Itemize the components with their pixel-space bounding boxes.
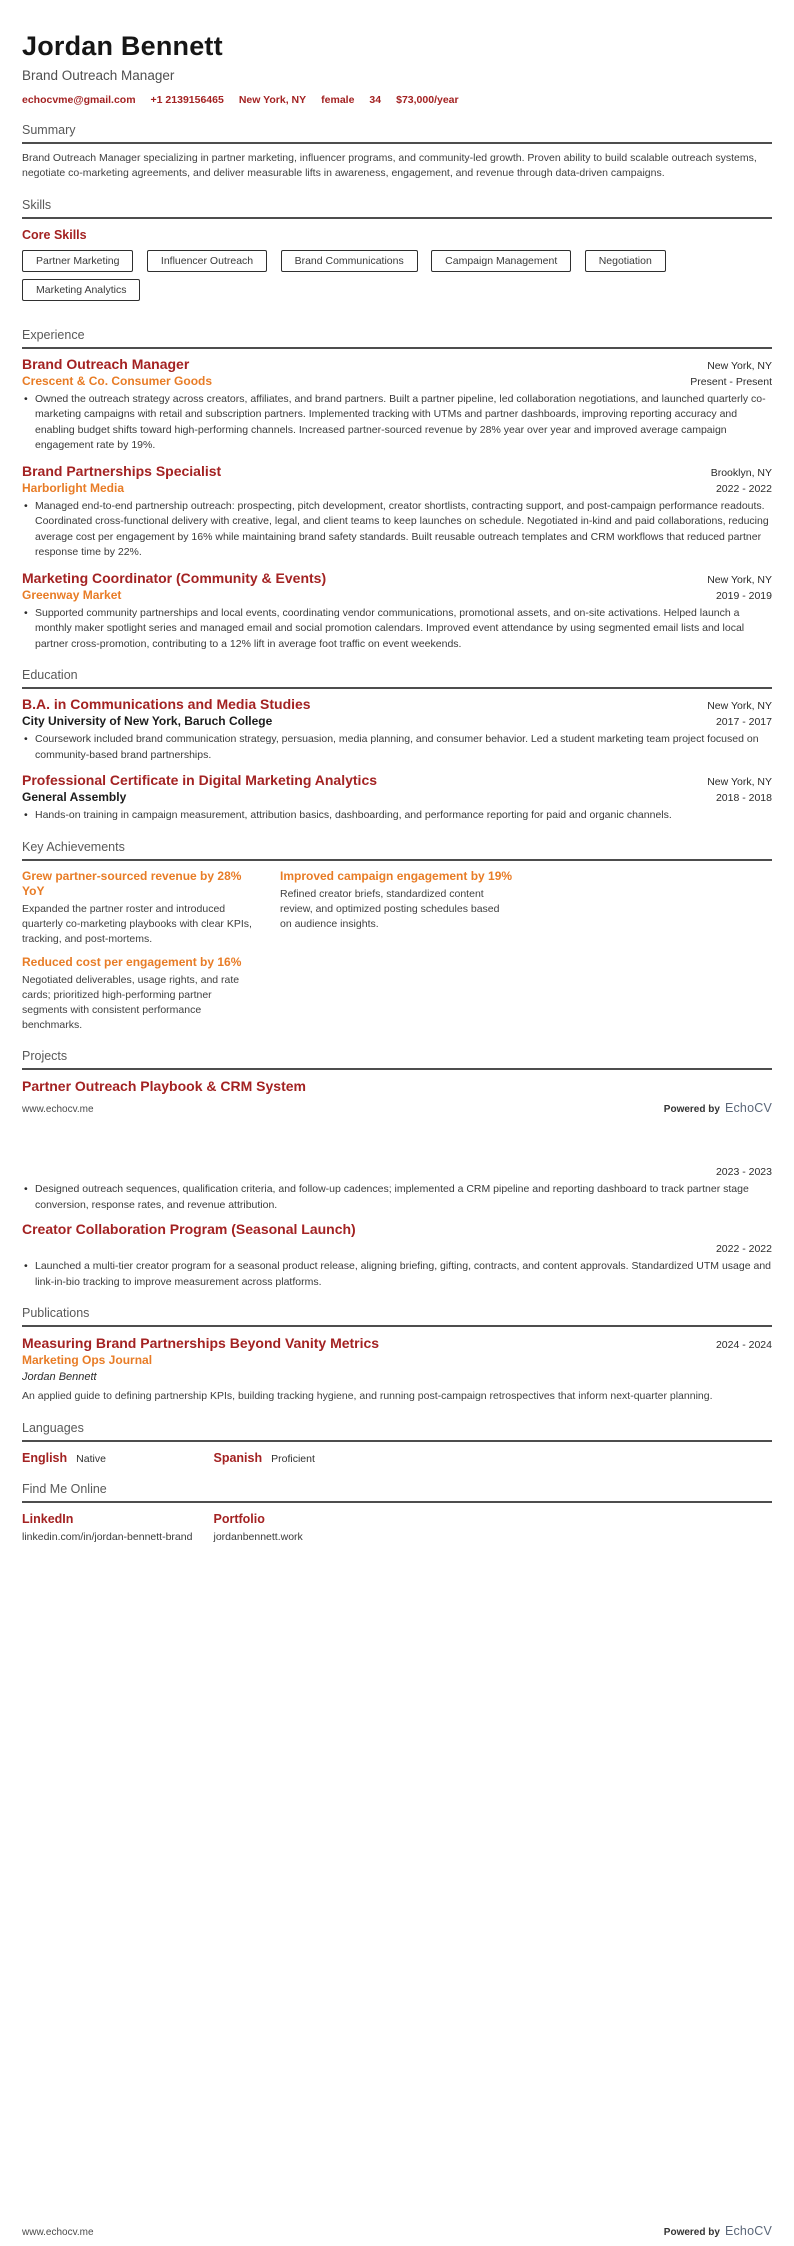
entry-dates: 2017 - 2017 <box>715 716 772 729</box>
skill-chip: Marketing Analytics <box>22 279 140 301</box>
achievement-text: Refined creator briefs, standardized content review, and optimized posting schedules based on audience insights. <box>280 887 500 930</box>
publication-entry <box>22 1335 772 1405</box>
achievement-item <box>22 955 256 1033</box>
skill-chip-list <box>22 250 772 308</box>
contact-age: 34 <box>369 93 382 106</box>
language-level: Native <box>76 1452 106 1465</box>
publication-title: Measuring Brand Partnerships Beyond Vanity Metrics <box>22 1335 380 1351</box>
skill-chip: Campaign Management <box>431 250 571 272</box>
summary-text: Brand Outreach Manager specializing in partner marketing, influencer programs, and community-led growth. Proven ability to build scalable outreach systems, negotiate co-marketing agreements, and deliver measurable lifts in awareness, engagement, and revenue through data-driven campaigns. <box>22 151 757 180</box>
contact-row <box>22 94 772 107</box>
entry-dates: 2019 - 2019 <box>715 589 772 602</box>
entry-bullet: • Managed end-to-end partnership outreach: prospecting, pitch development, creator shortlists, contracting support, and post-campaign performance readouts. Coordinated cross-functional delivery with creative, legal, and client teams to keep launches on schedule. Negotiated in-kind and paid collaborations, reducing average cost per engagement by 16% while maintaining brand safety standards. Built reusable outreach templates and CRM workflows that reduced partner response time by 22%. <box>22 499 772 561</box>
link-url[interactable]: linkedin.com/in/jordan-bennett-brand <box>22 1530 193 1543</box>
entry-dates: 2022 - 2022 <box>715 482 772 495</box>
entry-title: Brand Outreach Manager <box>22 355 190 372</box>
contact-location: New York, NY <box>238 93 307 106</box>
entry-title: Brand Partnerships Specialist <box>22 462 222 479</box>
links-row <box>22 1512 772 1544</box>
section-title-education: Education <box>22 668 772 689</box>
entry-location: New York, NY <box>707 359 772 372</box>
section-title-achievements: Key Achievements <box>22 840 772 861</box>
entry-degree: B.A. in Communications and Media Studies <box>22 696 311 713</box>
skill-chip: Negotiation <box>585 250 666 272</box>
language-name: English <box>22 1450 68 1465</box>
page-footer <box>22 2224 772 2238</box>
achievement-title: Improved campaign engagement by 19% <box>280 868 513 883</box>
echocv-brand-link[interactable]: EchoCV <box>724 2224 772 2238</box>
skill-chip: Partner Marketing <box>22 250 133 272</box>
echocv-brand-link[interactable]: EchoCV <box>724 1101 772 1115</box>
section-title-summary: Summary <box>22 123 772 144</box>
link-item <box>214 1512 390 1544</box>
powered-by-label: Powered by <box>663 2227 720 2238</box>
powered-by <box>664 2224 772 2238</box>
entry-bullet: • Owned the outreach strategy across creators, affiliates, and brand partners. Built a partner pipeline, led collaboration negotiations, and launched quarterly co-marketing campaigns with retail and subscription partners. Implemented tracking with UTMs and partner dashboards, improving reporting accuracy and enabling budget shifts toward high-performing channels. Increased partner-sourced revenue by 28% year over year and improved average campaign engagement rate by 19%. <box>22 392 772 454</box>
project-title: Creator Collaboration Program (Seasonal Launch) <box>22 1221 356 1237</box>
powered-by-label: Powered by <box>663 1104 720 1115</box>
section-title-skills: Skills <box>22 198 772 219</box>
entry-location: New York, NY <box>707 700 772 713</box>
entry-company: Crescent & Co. Consumer Goods <box>22 373 213 388</box>
publication-author: Jordan Bennett <box>22 1371 97 1383</box>
education-entry <box>22 772 772 824</box>
section-title-find-me-online: Find Me Online <box>22 1482 772 1503</box>
contact-salary: $73,000/year <box>396 93 459 106</box>
language-level: Proficient <box>271 1452 315 1465</box>
section-title-projects: Projects <box>22 1049 772 1070</box>
entry-company: Greenway Market <box>22 587 122 602</box>
project-title: Partner Outreach Playbook & CRM System <box>22 1077 306 1094</box>
link-label: Portfolio <box>213 1511 265 1526</box>
entry-bullet: • Supported community partnerships and local events, coordinating vendor communications, promotional assets, and on-site activations. Helped launch a monthly maker spotlight series and managed email and social promotion calendars. Improved event attendance by using segmented email lists and local partner cross-promotion, contributing to a 12% lift in average foot traffic on event weekends. <box>22 606 772 653</box>
language-name: Spanish <box>213 1450 263 1465</box>
footer-site-link[interactable]: www.echocv.me <box>22 1104 94 1115</box>
link-item <box>22 1512 198 1544</box>
publication-journal: Marketing Ops Journal <box>22 1353 153 1367</box>
link-url[interactable]: jordanbennett.work <box>213 1530 303 1543</box>
entry-school: City University of New York, Baruch College <box>22 714 273 729</box>
resume-page-2 <box>0 1123 794 2246</box>
publication-dates: 2024 - 2024 <box>715 1339 772 1351</box>
language-item <box>214 1451 390 1466</box>
achievement-text: Negotiated deliverables, usage rights, and rate cards; prioritized high-performing partner segments with consistent performance benchmarks. <box>22 973 240 1031</box>
project-dates: 2023 - 2023 <box>715 1166 772 1178</box>
contact-email[interactable]: echocvme@gmail.com <box>22 93 136 106</box>
entry-company: Harborlight Media <box>22 480 125 495</box>
page-footer <box>22 1101 772 1115</box>
entry-bullet: • Hands-on training in campaign measurement, attribution basics, dashboarding, and performance reporting for paid and organic channels. <box>22 808 772 824</box>
footer-site-link[interactable]: www.echocv.me <box>22 2227 94 2238</box>
entry-location: Brooklyn, NY <box>710 466 772 479</box>
experience-entry <box>22 356 772 454</box>
powered-by <box>664 1101 772 1115</box>
entry-dates: Present - Present <box>690 375 772 388</box>
experience-entry <box>22 570 772 653</box>
project-dates: 2022 - 2022 <box>715 1243 772 1255</box>
achievement-title: Grew partner-sourced revenue by 28% YoY <box>22 868 242 898</box>
entry-bullet: • Coursework included brand communication strategy, persuasion, media planning, and consumer behavior. Led a student marketing team project focused on community-based brand partnerships. <box>22 732 772 763</box>
skill-chip: Brand Communications <box>281 250 418 272</box>
section-title-publications: Publications <box>22 1306 772 1327</box>
achievement-text: Expanded the partner roster and introduced quarterly co-marketing playbooks with clear KPIs, tracking, and post-mortems. <box>22 902 252 945</box>
entry-dates: 2018 - 2018 <box>715 792 772 805</box>
entry-location: New York, NY <box>707 776 772 789</box>
languages-row <box>22 1451 772 1466</box>
candidate-name: Jordan Bennett <box>22 31 223 61</box>
contact-phone: +1 2139156465 <box>150 93 224 106</box>
section-title-experience: Experience <box>22 328 772 349</box>
education-entry <box>22 696 772 763</box>
entry-title: Marketing Coordinator (Community & Events) <box>22 569 327 586</box>
candidate-job-title: Brand Outreach Manager <box>22 67 175 83</box>
experience-entry <box>22 463 772 561</box>
skill-chip: Influencer Outreach <box>147 250 267 272</box>
project-bullet: • Launched a multi-tier creator program for a seasonal product release, aligning briefing, gifting, contracts, and content approvals. Standardized UTM usage and link-in-bio tracking to improve measurement across platforms. <box>22 1259 772 1290</box>
entry-location: New York, NY <box>707 573 772 586</box>
skills-group-title: Core Skills <box>22 227 87 242</box>
link-label: LinkedIn <box>22 1511 74 1526</box>
language-item <box>22 1451 198 1466</box>
achievements-grid <box>22 869 772 1033</box>
section-title-languages: Languages <box>22 1421 772 1442</box>
achievement-item <box>22 869 256 947</box>
achievement-title: Reduced cost per engagement by 16% <box>22 954 242 969</box>
publication-description: An applied guide to defining partnership KPIs, building tracking hygiene, and running post-campaign retrospectives that inform next-quarter planning. <box>22 1390 713 1402</box>
project-bullet: • Designed outreach sequences, qualification criteria, and follow-up cadences; implemented a CRM pipeline and reporting dashboard to track partner stage conversion, response rates, and revenue attribution. <box>22 1182 772 1213</box>
contact-gender: female <box>321 93 355 106</box>
entry-school: General Assembly <box>22 790 127 805</box>
achievement-item <box>280 869 514 947</box>
entry-degree: Professional Certificate in Digital Marketing Analytics <box>22 772 378 789</box>
